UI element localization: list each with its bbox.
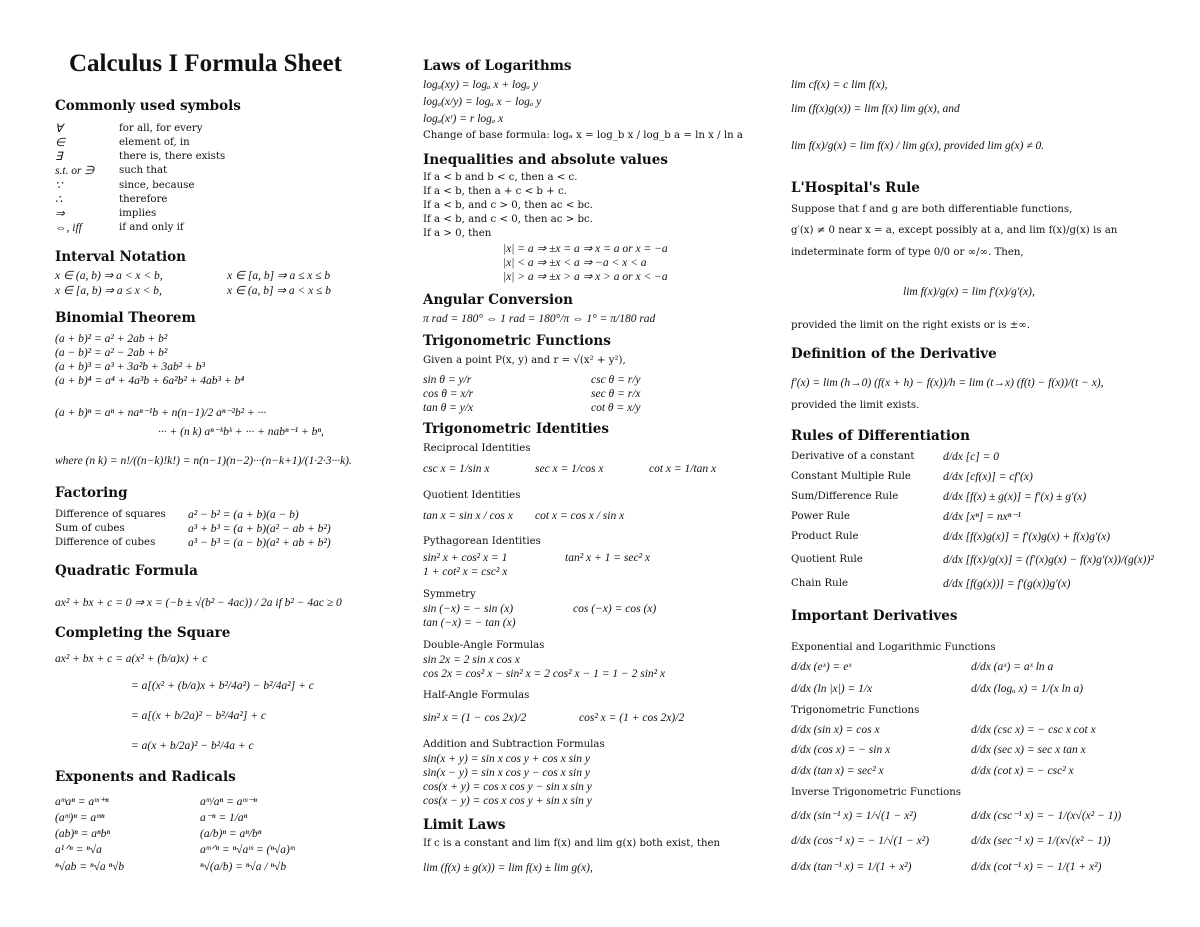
deriv-line: d/dx (tan⁻¹ x) = 1/(1 + x²) bbox=[791, 861, 912, 873]
deriv-line: d/dx (eˣ) = eˣ bbox=[791, 661, 852, 673]
trigid-line: tan x = sin x / cos x bbox=[423, 510, 513, 522]
deriv-line: d/dx (csc x) = − csc x cot x bbox=[971, 724, 1096, 736]
trigid-heading: Trigonometric Identities bbox=[423, 421, 609, 437]
rule-name: Product Rule bbox=[791, 531, 859, 542]
exponents-heading: Exponents and Radicals bbox=[55, 769, 236, 785]
limit-line: If c is a constant and lim f(x) and lim g(x) both exist, then bbox=[423, 838, 721, 849]
trigfun-line: csc θ = r/y bbox=[591, 374, 641, 386]
binomial-heading: Binomial Theorem bbox=[55, 310, 196, 326]
trigid-line: tan (−x) = − tan (x) bbox=[423, 617, 516, 629]
trigid-group-label: Quotient Identities bbox=[423, 490, 521, 501]
absolute-line: |x| < a ⇒ ±x < a ⇒ −a < x < a bbox=[503, 257, 647, 269]
deriv-line: d/dx (aˣ) = aˣ ln a bbox=[971, 661, 1054, 673]
symbol-def: element of, in bbox=[119, 137, 190, 148]
derivdef-heading: Definition of the Derivative bbox=[791, 346, 997, 362]
exponent-rule: a⁻ⁿ = 1/aⁿ bbox=[200, 812, 248, 824]
trigid-line: sin(x − y) = sin x cos y − cos x sin y bbox=[423, 767, 590, 779]
factoring-name: Difference of squares bbox=[55, 509, 166, 520]
trigid-group-label: Half-Angle Formulas bbox=[423, 690, 530, 701]
rule-expr: d/dx [c] = 0 bbox=[943, 451, 999, 463]
deriv-line: d/dx (cot x) = − csc² x bbox=[971, 765, 1074, 777]
trigid-group-label: Symmetry bbox=[423, 589, 476, 600]
trigfun-heading: Trigonometric Functions bbox=[423, 333, 611, 349]
trigid-line: sin 2x = 2 sin x cos x bbox=[423, 654, 520, 666]
rule-expr: d/dx [xⁿ] = nxⁿ⁻¹ bbox=[943, 511, 1021, 523]
rule-name: Quotient Rule bbox=[791, 554, 863, 565]
rule-name: Chain Rule bbox=[791, 578, 849, 589]
lhopital-heading: L'Hospital's Rule bbox=[791, 180, 920, 196]
trigid-line: 1 + cot² x = csc² x bbox=[423, 566, 508, 578]
binomial-line: ··· + (n k) aⁿ⁻ᵏbᵏ + ··· + nabⁿ⁻¹ + bⁿ, bbox=[158, 426, 324, 438]
absolute-line: |x| = a ⇒ ±x = a ⇒ x = a or x = −a bbox=[503, 243, 668, 255]
angular-heading: Angular Conversion bbox=[423, 292, 573, 308]
rule-expr: d/dx [f(x)/g(x)] = (f′(x)g(x) − f(x)g′(x))/(g(x))² bbox=[943, 554, 1154, 566]
lhopital-line: g′(x) ≠ 0 near x = a, except possibly at a, and lim f(x)/g(x) is an bbox=[791, 225, 1118, 236]
trigid-line: sin² x = (1 − cos 2x)/2 bbox=[423, 712, 527, 724]
lhopital-line: lim f(x)/g(x) = lim f′(x)/g′(x), bbox=[903, 286, 1035, 298]
trigid-line: cot x = 1/tan x bbox=[649, 463, 717, 475]
symbol-def: therefore bbox=[119, 194, 168, 205]
inequality-line: If a > 0, then bbox=[423, 228, 492, 239]
important-group-label: Trigonometric Functions bbox=[791, 705, 920, 716]
log-rule: logₐ(x/y) = logₐ x − logₐ y bbox=[423, 96, 542, 108]
deriv-line: d/dx (cos x) = − sin x bbox=[791, 744, 891, 756]
interval-line: x ∈ (a, b) ⇒ a < x < b, bbox=[55, 270, 163, 282]
trigid-line: cos(x + y) = cos x cos y − sin x sin y bbox=[423, 781, 592, 793]
symbol-row: s.t. or ∋ bbox=[55, 165, 95, 177]
limit-cont-line: lim f(x)/g(x) = lim f(x) / lim g(x), provided lim g(x) ≠ 0. bbox=[791, 140, 1045, 152]
trigid-line: sin (−x) = − sin (x) bbox=[423, 603, 514, 615]
rule-name: Constant Multiple Rule bbox=[791, 471, 911, 482]
trigid-group-label: Double-Angle Formulas bbox=[423, 640, 545, 651]
angular-line: π rad = 180° ⇔ 1 rad = 180°/π ⇔ 1° = π/180 rad bbox=[423, 313, 656, 325]
trigid-line: sin(x + y) = sin x cos y + cos x sin y bbox=[423, 753, 590, 765]
symbol-row: ∀ bbox=[55, 123, 63, 135]
symbol-row: ∈ bbox=[55, 137, 66, 149]
completing-line: ax² + bx + c = a(x² + (b/a)x) + c bbox=[55, 653, 208, 665]
trigid-line: tan² x + 1 = sec² x bbox=[565, 552, 651, 564]
inequality-line: If a < b, and c < 0, then ac > bc. bbox=[423, 214, 593, 225]
limit-cont-line: lim (f(x)g(x)) = lim f(x) lim g(x), and bbox=[791, 103, 960, 115]
trigfun-line: cos θ = x/r bbox=[423, 388, 474, 400]
binomial-line: (a + b)ⁿ = aⁿ + naⁿ⁻¹b + n(n−1)/2 aⁿ⁻²b² + ··· bbox=[55, 407, 267, 419]
deriv-line: d/dx (ln |x|) = 1/x bbox=[791, 683, 873, 695]
derivdef-line: f′(x) = lim (h→0) (f(x + h) − f(x))/h = lim (t→x) (f(t) − f(x))/(t − x), bbox=[791, 377, 1104, 389]
limit-line: lim (f(x) ± g(x)) = lim f(x) ± lim g(x), bbox=[423, 862, 593, 874]
deriv-line: d/dx (sec x) = sec x tan x bbox=[971, 744, 1086, 756]
trigfun-line: sin θ = y/r bbox=[423, 374, 472, 386]
deriv-line: d/dx (sin x) = cos x bbox=[791, 724, 880, 736]
lhopital-line: provided the limit on the right exists or is ±∞. bbox=[791, 320, 1030, 331]
page-title: Calculus I Formula Sheet bbox=[69, 50, 342, 77]
quadratic-heading: Quadratic Formula bbox=[55, 563, 198, 579]
deriv-line: d/dx (sin⁻¹ x) = 1/√(1 − x²) bbox=[791, 810, 917, 822]
important-group-label: Inverse Trigonometric Functions bbox=[791, 787, 962, 798]
completing-heading: Completing the Square bbox=[55, 625, 231, 641]
exponent-rule: (ab)ⁿ = aⁿbⁿ bbox=[55, 828, 111, 840]
trigid-line: cos (−x) = cos (x) bbox=[573, 603, 657, 615]
exponent-rule: (aᵐ)ⁿ = aᵐⁿ bbox=[55, 812, 105, 824]
deriv-line: d/dx (cos⁻¹ x) = − 1/√(1 − x²) bbox=[791, 835, 930, 847]
factoring-expr: a² − b² = (a + b)(a − b) bbox=[188, 509, 299, 521]
trigid-group-label: Pythagorean Identities bbox=[423, 536, 541, 547]
inequality-line: If a < b, and c > 0, then ac < bc. bbox=[423, 200, 593, 211]
factoring-name: Sum of cubes bbox=[55, 523, 125, 534]
interval-line: x ∈ [a, b] ⇒ a ≤ x ≤ b bbox=[227, 270, 331, 282]
symbol-def: since, because bbox=[119, 180, 195, 191]
log-rule: logₐ(xy) = logₐ x + logₐ y bbox=[423, 79, 539, 91]
trigfun-intro: Given a point P(x, y) and r = √(x² + y²), bbox=[423, 355, 626, 366]
log-rule: logₐ(xʳ) = r logₐ x bbox=[423, 113, 504, 125]
quadratic-line: ax² + bx + c = 0 ⇒ x = (−b ± √(b² − 4ac)) / 2a if b² − 4ac ≥ 0 bbox=[55, 597, 342, 609]
trigid-group-label: Addition and Subtraction Formulas bbox=[423, 739, 605, 750]
binomial-line: (a + b)³ = a³ + 3a²b + 3ab² + b³ bbox=[55, 361, 205, 373]
deriv-line: d/dx (logₐ x) = 1/(x ln a) bbox=[971, 683, 1084, 695]
trigid-line: sec x = 1/cos x bbox=[535, 463, 604, 475]
lhopital-line: Suppose that f and g are both differentiable functions, bbox=[791, 204, 1073, 215]
rule-expr: d/dx [cf(x)] = cf′(x) bbox=[943, 471, 1033, 483]
absolute-line: |x| > a ⇒ ±x > a ⇒ x > a or x < −a bbox=[503, 271, 668, 283]
symbol-def: for all, for every bbox=[119, 123, 203, 134]
symbols-heading: Commonly used symbols bbox=[55, 98, 241, 114]
factoring-expr: a³ − b³ = (a − b)(a² + ab + b²) bbox=[188, 537, 331, 549]
completing-line: = a(x + b/2a)² − b²/4a + c bbox=[131, 740, 254, 752]
exponent-rule: aᵐ/aⁿ = aᵐ⁻ⁿ bbox=[200, 796, 257, 808]
trigid-group-label: Reciprocal Identities bbox=[423, 443, 531, 454]
rule-name: Derivative of a constant bbox=[791, 451, 915, 462]
symbol-row: ∴ bbox=[55, 194, 63, 206]
symbol-def: there is, there exists bbox=[119, 151, 226, 162]
symbol-def: such that bbox=[119, 165, 168, 176]
exponent-rule: aᵐᐟⁿ = ⁿ√aᵐ = (ⁿ√a)ᵐ bbox=[200, 844, 295, 856]
logs-heading: Laws of Logarithms bbox=[423, 58, 572, 74]
interval-line: x ∈ (a, b] ⇒ a < x ≤ b bbox=[227, 285, 331, 297]
trigfun-line: cot θ = x/y bbox=[591, 402, 641, 414]
interval-heading: Interval Notation bbox=[55, 249, 186, 265]
deriv-line: d/dx (csc⁻¹ x) = − 1/(x√(x² − 1)) bbox=[971, 810, 1122, 822]
inequality-line: If a < b, then a + c < b + c. bbox=[423, 186, 567, 197]
rule-expr: d/dx [f(g(x))] = f′(g(x))g′(x) bbox=[943, 578, 1071, 590]
rule-name: Sum/Difference Rule bbox=[791, 491, 899, 502]
important-heading: Important Derivatives bbox=[791, 608, 958, 624]
limit-cont-line: lim cf(x) = c lim f(x), bbox=[791, 79, 888, 91]
exponent-rule: ⁿ√ab = ⁿ√a ⁿ√b bbox=[55, 861, 125, 873]
factoring-name: Difference of cubes bbox=[55, 537, 156, 548]
symbol-def: implies bbox=[119, 208, 157, 219]
trigid-line: cos² x = (1 + cos 2x)/2 bbox=[579, 712, 685, 724]
deriv-line: d/dx (sec⁻¹ x) = 1/(x√(x² − 1)) bbox=[971, 835, 1111, 847]
completing-line: = a[(x + b/2a)² − b²/4a²] + c bbox=[131, 710, 266, 722]
trigfun-line: tan θ = y/x bbox=[423, 402, 474, 414]
deriv-line: d/dx (tan x) = sec² x bbox=[791, 765, 884, 777]
inequality-line: If a < b and b < c, then a < c. bbox=[423, 172, 578, 183]
trigid-line: sin² x + cos² x = 1 bbox=[423, 552, 508, 564]
exponent-rule: ⁿ√(a/b) = ⁿ√a / ⁿ√b bbox=[200, 861, 287, 873]
completing-line: = a[(x² + (b/a)x + b²/4a²) − b²/4a²] + c bbox=[131, 680, 314, 692]
symbol-row: ⇒ bbox=[55, 208, 65, 220]
rule-expr: d/dx [f(x) ± g(x)] = f′(x) ± g′(x) bbox=[943, 491, 1087, 503]
important-group-label: Exponential and Logarithmic Functions bbox=[791, 642, 996, 653]
trigfun-line: sec θ = r/x bbox=[591, 388, 641, 400]
factoring-expr: a³ + b³ = (a + b)(a² − ab + b²) bbox=[188, 523, 331, 535]
limits-heading: Limit Laws bbox=[423, 817, 506, 833]
log-change-base: Change of base formula: logₐ x = log_b x / log_b a = ln x / ln a bbox=[423, 130, 743, 141]
binomial-line: (a + b)⁴ = a⁴ + 4a³b + 6a²b² + 4ab³ + b⁴ bbox=[55, 375, 245, 387]
inequalities-heading: Inequalities and absolute values bbox=[423, 152, 668, 168]
rules-heading: Rules of Differentiation bbox=[791, 428, 970, 444]
lhopital-line: indeterminate form of type 0/0 or ∞/∞. Then, bbox=[791, 247, 1024, 258]
trigid-line: cot x = cos x / sin x bbox=[535, 510, 625, 522]
interval-line: x ∈ [a, b) ⇒ a ≤ x < b, bbox=[55, 285, 162, 297]
derivdef-line: provided the limit exists. bbox=[791, 400, 920, 411]
trigid-line: cos 2x = cos² x − sin² x = 2 cos² x − 1 = 1 − 2 sin² x bbox=[423, 668, 666, 680]
exponent-rule: a¹ᐟⁿ = ⁿ√a bbox=[55, 844, 102, 856]
symbol-def: if and only if bbox=[119, 222, 184, 233]
symbol-row: ∵ bbox=[55, 180, 63, 192]
rule-expr: d/dx [f(x)g(x)] = f′(x)g(x) + f(x)g′(x) bbox=[943, 531, 1111, 543]
rule-name: Power Rule bbox=[791, 511, 850, 522]
trigid-line: csc x = 1/sin x bbox=[423, 463, 490, 475]
exponent-rule: aᵐaⁿ = aᵐ⁺ⁿ bbox=[55, 796, 109, 808]
deriv-line: d/dx (cot⁻¹ x) = − 1/(1 + x²) bbox=[971, 861, 1102, 873]
factoring-heading: Factoring bbox=[55, 485, 128, 501]
trigid-line: cos(x − y) = cos x cos y + sin x sin y bbox=[423, 795, 592, 807]
binomial-where: where (n k) = n!/((n−k)!k!) = n(n−1)(n−2)···(n−k+1)/(1·2·3···k). bbox=[55, 455, 352, 467]
exponent-rule: (a/b)ⁿ = aⁿ/bⁿ bbox=[200, 828, 262, 840]
symbol-row: ∃ bbox=[55, 151, 63, 163]
symbol-row: ⇔, iff bbox=[55, 222, 82, 234]
binomial-line: (a − b)² = a² − 2ab + b² bbox=[55, 347, 168, 359]
binomial-line: (a + b)² = a² + 2ab + b² bbox=[55, 333, 168, 345]
